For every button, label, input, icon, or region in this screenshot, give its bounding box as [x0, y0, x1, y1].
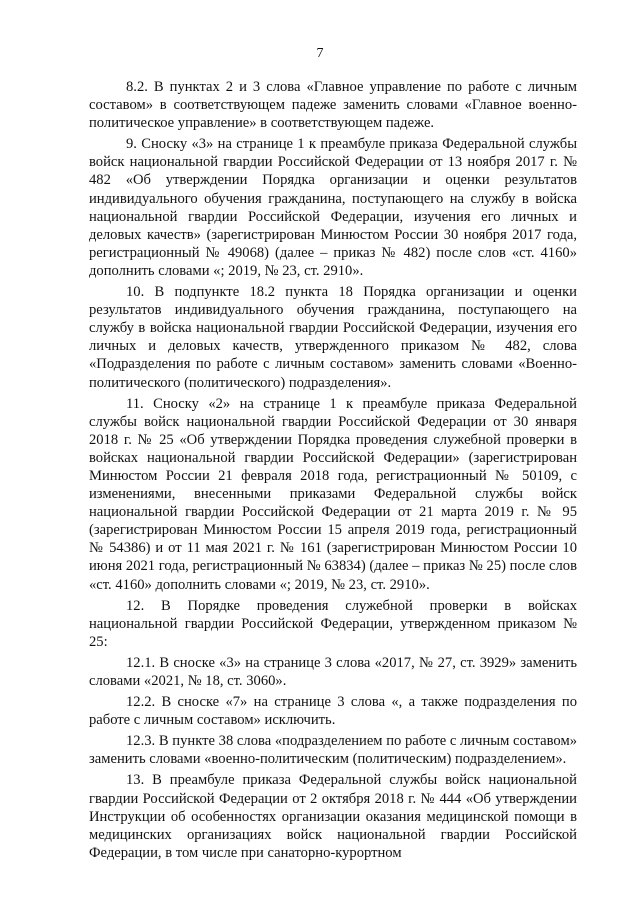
- paragraph-12: 12. В Порядке проведения служебной проверки в войсках национальной гвардии Российской Федерации, утвержденном приказом № 25:: [89, 597, 577, 650]
- paragraph-8-2: 8.2. В пунктах 2 и 3 слова «Главное управление по работе с личным составом» в соответствующем падеже заменить словами «Главное военно-политическое управление» в соответствующем падеже.: [89, 79, 577, 132]
- paragraph-10: 10. В подпункте 18.2 пункта 18 Порядка организации и оценки результатов индивидуального обучения гражданина, поступающего на службу в войска национальной гвардии Российской Федерации, изучения его личных и деловых качеств, утвержденного приказом № 482, слова «Подразделения по работе с личным составом» заменить словами «Военно-политического (политического) подразделения».: [89, 284, 577, 391]
- document-body: [89, 78, 577, 865]
- paragraph-11: 11. Сноску «2» на странице 1 к преамбуле приказа Федеральной службы войск национальной гвардии Российской Федерации от 30 января 2018 г. № 25 «Об утверждении Порядка проведения служебной проверки в войсках национальной гвардии Российской Федерации» (зарегистрирован Минюстом России 21 февраля 2018 года, регистрационный № 50109, с изменениями, внесенными приказами Федеральной службы войск национальной гвардии Российской Федерации от 21 марта 2019 г. № 95 (зарегистрирован Минюстом России 15 апреля 2019 года, регистрационный № 54386) и от 11 мая 2021 г. № 161 (зарегистрирован Минюстом России 10 июня 2021 года, регистрационный № 63834) (далее – приказ № 25) после слов «ст. 4160» дополнить словами «; 2019, № 23, ст. 2910».: [89, 395, 577, 593]
- paragraph-12-2: 12.2. В сноске «7» на странице 3 слова «, а также подразделения по работе с личным составом» исключить.: [89, 694, 577, 729]
- paragraph-13: 13. В преамбуле приказа Федеральной службы войск национальной гвардии Российской Федерации от 2 октября 2018 г. № 444 «Об утверждении Инструкции об особенностях организации оказания медицинской помощи в медицинских организациях войск национальной гвардии Российской Федерации, в том числе при санаторно-курортном: [89, 772, 577, 861]
- paragraph-9: 9. Сноску «3» на странице 1 к преамбуле приказа Федеральной службы войск национальной гвардии Российской Федерации от 13 ноября 2017 г. № 482 «Об утверждении Порядка организации и оценки результатов индивидуального обучения гражданина, поступающего на службу в войска национальной гвардии Российской Федерации, изучения его личных и деловых качеств» (зарегистрирован Минюстом России 30 ноября 2017 года, регистрационный № 49068) (далее – приказ № 482) после слов «ст. 4160» дополнить словами «; 2019, № 23, ст. 2910».: [89, 136, 577, 279]
- page-number: 7: [316, 46, 324, 61]
- paragraph-12-3: 12.3. В пункте 38 слова «подразделением по работе с личным составом» заменить словами «военно-политическим (политическим) подразделением».: [89, 733, 577, 768]
- paragraph-12-1: 12.1. В сноске «3» на странице 3 слова «2017, № 27, ст. 3929» заменить словами «2021, № 18, ст. 3060».: [89, 654, 577, 689]
